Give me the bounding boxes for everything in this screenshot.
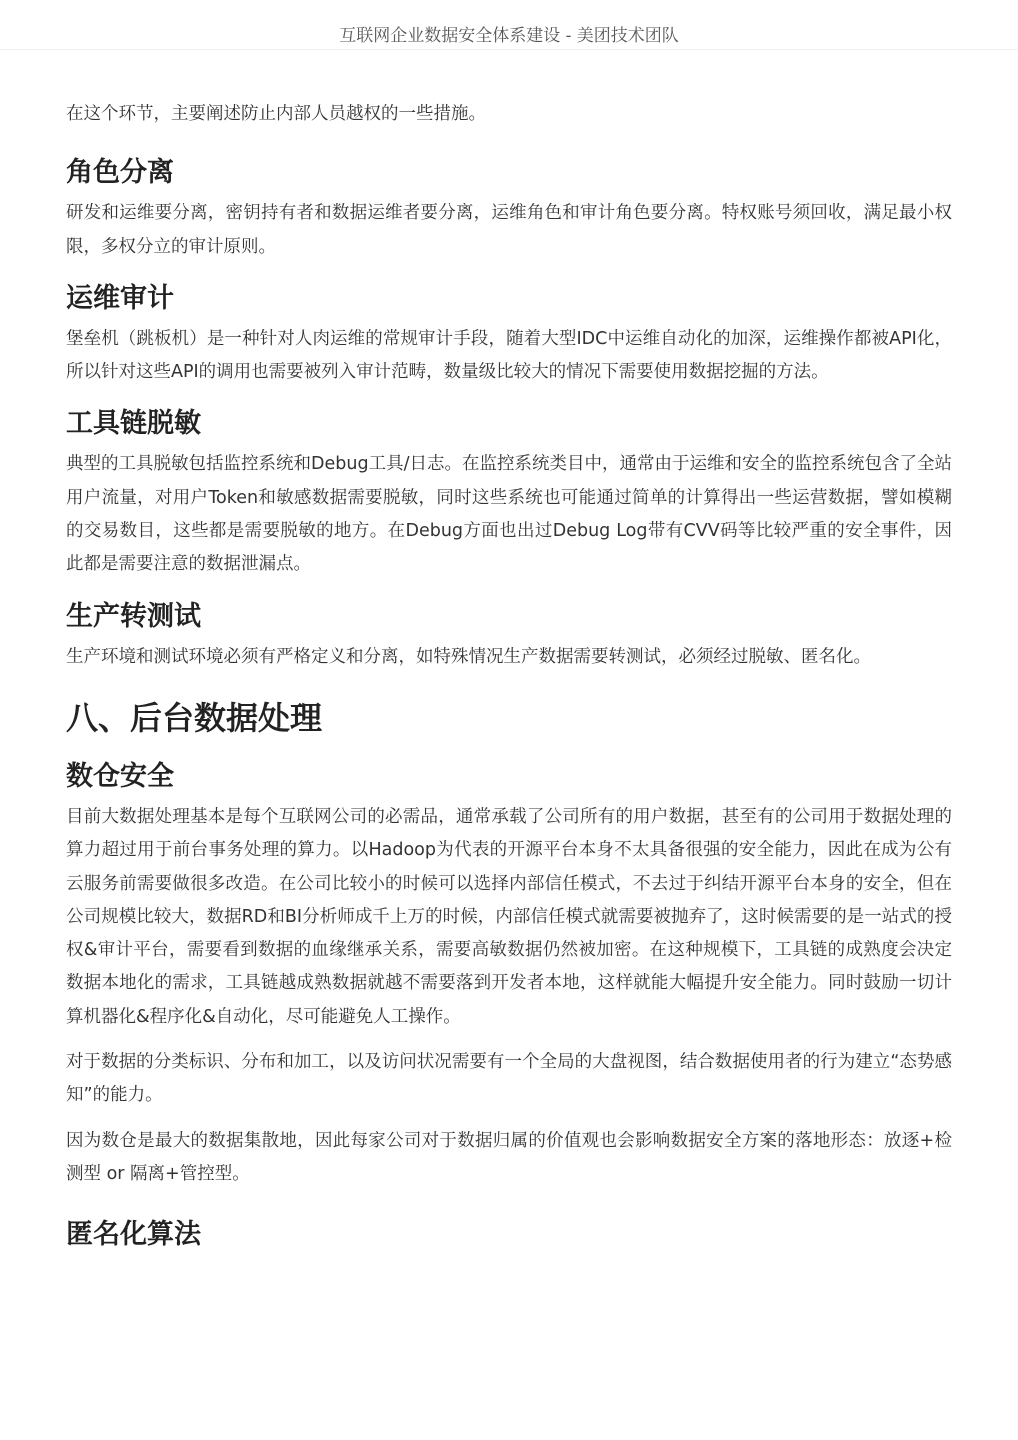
section-heading-ops-audit: 运维审计 xyxy=(66,282,174,314)
section-heading-anonymization-algorithm: 匿名化算法 xyxy=(66,1219,201,1251)
section-heading-prod-to-test: 生产转测试 xyxy=(66,600,201,632)
paragraph: 典型的工具脱敏包括监控系统和Debug工具/日志。在监控系统类目中，通常由于运维和安全的监控系统包含了全站用户流量，对用户Token和敏感数据需要脱敏，同时这些系统也可能通过简单的计算得出一些运营数据，譬如模糊的交易数目，这些都是需要脱敏的地方。在Debug方面也出过Debug Log带有CVV码等比较严重的安全事件，因此都是需要注意的数据泄漏点。 xyxy=(66,454,952,575)
paragraph: 堡垒机（跳板机）是一种针对人肉运维的常规审计手段，随着大型IDC中运维自动化的加深，运维操作都被API化，所以针对这些API的调用也需要被列入审计范畴，数量级比较大的情况下需要使用数据挖掘的方法。 xyxy=(66,328,952,383)
intro-paragraph: 在这个环节，主要阐述防止内部人员越权的一些措施。 xyxy=(66,104,486,124)
paragraph: 生产环境和测试环境必须有严格定义和分离，如特殊情况生产数据需要转测试，必须经过脱敏、匿名化。 xyxy=(66,646,871,667)
paragraph: 因为数仓是最大的数据集散地，因此每家公司对于数据归属的价值观也会影响数据安全方案的落地形态：放逐+检测型 or 隔离+管控型。 xyxy=(66,1130,952,1184)
section-heading-toolchain-desensitization: 工具链脱敏 xyxy=(66,408,201,440)
page-header xyxy=(0,0,1018,50)
document-title: 互联网企业数据安全体系建设 - 美团技术团队 xyxy=(339,26,679,46)
chapter-heading: 八、后台数据处理 xyxy=(66,698,323,737)
paragraph: 对于数据的分类标识、分布和加工，以及访问状况需要有一个全局的大盘视图，结合数据使用者的行为建立“态势感知”的能力。 xyxy=(66,1052,952,1106)
section-heading-role-separation: 角色分离 xyxy=(66,157,174,189)
paragraph: 目前大数据处理基本是每个互联网公司的必需品，通常承载了公司所有的用户数据，甚至有的公司用于数据处理的算力超过用于前台事务处理的算力。以Hadoop为代表的开源平台本身不太具备很强的安全能力，因此在成为公有云服务前需要做很多改造。在公司比较小的时候可以选择内部信任模式，不去过于纠结开源平台本身的安全，但在公司规模比较大，数据RD和BI分析师成千上万的时候，内部信任模式就需要被抛弃了，这时候需要的是一站式的授权&审计平台，需要看到数据的血缘继承关系，需要高敏数据仍然被加密。在这种规模下，工具链的成熟度会决定数据本地化的需求，工具链越成熟数据就越不需要落到开发者本地，这样就能大幅提升安全能力。同时鼓励一切计算机器化&程序化&自动化，尽可能避免人工操作。 xyxy=(66,806,952,1027)
section-heading-data-warehouse-security: 数仓安全 xyxy=(66,760,174,792)
paragraph: 研发和运维要分离，密钥持有者和数据运维者要分离，运维角色和审计角色要分离。特权账号须回收，满足最小权限，多权分立的审计原则。 xyxy=(66,203,952,257)
article-body xyxy=(66,98,952,1255)
